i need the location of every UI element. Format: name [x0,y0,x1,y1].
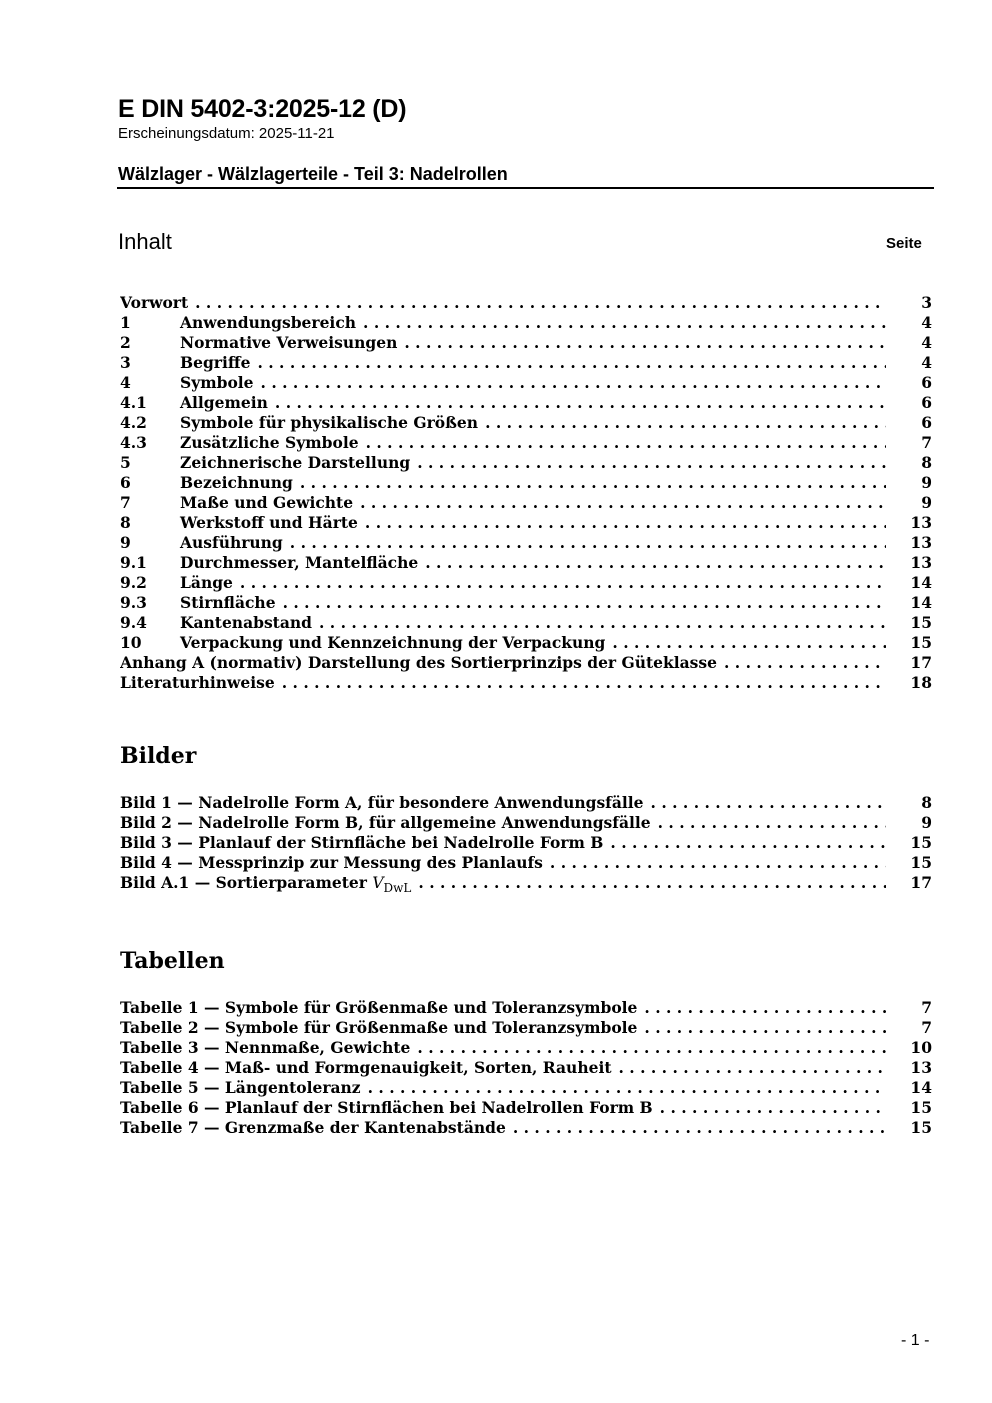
toc-entry-page: 6 [913,413,932,433]
document-title: Wälzlager - Wälzlagerteile - Teil 3: Nadelrollen [118,164,508,184]
table-entry-page: 13 [902,1058,932,1078]
toc-entry[interactable] [120,533,932,553]
toc-entry-text: Anhang A (normativ) Darstellung des Sortierprinzips der Güteklasse [120,653,717,672]
toc-entry-page: 3 [913,293,932,313]
toc-entry[interactable] [120,393,932,413]
figure-entry[interactable] [120,873,932,893]
toc-entry-page: 13 [902,533,932,553]
toc-entry[interactable] [120,573,932,593]
toc-entry-page: 6 [913,393,932,413]
table-entry[interactable] [120,1078,932,1098]
contents-list [120,293,932,693]
figure-entry-page: 9 [913,813,932,833]
toc-entry-text: Vorwort [120,293,189,312]
figure-entry[interactable] [120,793,932,813]
toc-entry[interactable] [120,553,932,573]
toc-entry-page: 9 [913,473,932,493]
table-entry[interactable] [120,998,932,1018]
figure-entry-text-wrap [120,873,412,895]
toc-entry-text: Durchmesser, Mantelfläche [180,553,419,572]
toc-entry-number: 3 [120,353,131,372]
toc-entry-page: 14 [902,573,932,593]
toc-entry[interactable] [120,333,932,353]
toc-entry-text: Stirnfläche [180,593,276,612]
toc-entry[interactable] [120,653,932,673]
table-entry-text: Tabelle 4 — Maß- und Formgenauigkeit, Sorten, Rauheit [120,1058,612,1077]
toc-entry-page: 15 [902,613,932,633]
table-entry-text: Tabelle 2 — Symbole für Größenmaße und Toleranzsymbole [120,1018,638,1037]
toc-entry-page: 6 [913,373,932,393]
toc-entry-text: Literaturhinweise [120,673,275,692]
toc-entry[interactable] [120,613,932,633]
toc-entry-number: 9.2 [120,573,147,592]
figure-entry-page: 17 [902,873,932,893]
figures-heading: Bilder [120,743,197,769]
toc-entry[interactable] [120,673,932,693]
figure-entry[interactable] [120,833,932,853]
table-entry-page: 10 [902,1038,932,1058]
figure-entry-text: Bild A.1 — Sortierparameter [120,873,373,892]
toc-entry-text: Anwendungsbereich [180,313,357,332]
table-entry-page: 14 [902,1078,932,1098]
table-entry-text: Tabelle 5 — Längentoleranz [120,1078,361,1097]
sorting-parameter-subscript: DwL [383,881,412,895]
toc-entry-page: 4 [913,313,932,333]
contents-heading: Inhalt [118,229,172,254]
toc-entry[interactable] [120,513,932,533]
toc-entry[interactable] [120,373,932,393]
toc-entry-number: 9.4 [120,613,147,632]
toc-entry-number: 2 [120,333,131,352]
toc-entry-page: 17 [902,653,932,673]
publication-date: Erscheinungsdatum: 2025-11-21 [118,125,335,142]
table-entry-text: Tabelle 6 — Planlauf der Stirnflächen bei Nadelrollen Form B [120,1098,653,1117]
toc-entry-page: 13 [902,553,932,573]
toc-entry-text: Begriffe [180,353,251,372]
toc-entry[interactable] [120,413,932,433]
toc-entry-page: 14 [902,593,932,613]
toc-entry-number: 9.1 [120,553,147,572]
figure-entry-page: 15 [902,833,932,853]
toc-entry-number: 9.3 [120,593,147,612]
figure-entry-text: Bild 2 — Nadelrolle Form B, für allgemeine Anwendungsfälle [120,813,651,832]
toc-entry-text: Maße und Gewichte [180,493,354,512]
toc-entry-page: 4 [913,353,932,373]
toc-entry-text: Verpackung und Kennzeichnung der Verpackung [180,633,606,652]
tables-list [120,998,932,1138]
toc-entry[interactable] [120,633,932,653]
figures-list [120,793,932,893]
document-id: E DIN 5402-3:2025-12 (D) [118,95,407,123]
table-entry-text: Tabelle 3 — Nennmaße, Gewichte [120,1038,411,1057]
table-entry-page: 15 [902,1118,932,1138]
toc-entry[interactable] [120,313,932,333]
sorting-parameter-symbol: V [372,874,384,892]
table-entry[interactable] [120,1058,932,1078]
toc-entry-text: Bezeichnung [180,473,293,492]
figure-entry[interactable] [120,853,932,873]
toc-entry-text: Zusätzliche Symbole [180,433,359,452]
toc-entry[interactable] [120,433,932,453]
toc-entry-page: 7 [913,433,932,453]
toc-entry[interactable] [120,493,932,513]
toc-entry-number: 5 [120,453,131,472]
toc-entry-text: Kantenabstand [180,613,312,632]
toc-entry[interactable] [120,473,932,493]
toc-entry-text: Symbole [180,373,254,392]
page-column-label: Seite [886,235,922,252]
toc-entry-number: 6 [120,473,131,492]
toc-entry-page: 15 [902,633,932,653]
toc-entry-number: 10 [120,633,142,652]
toc-entry-page: 8 [913,453,932,473]
figure-entry-page: 15 [902,853,932,873]
toc-entry-text: Normative Verweisungen [180,333,398,352]
figure-entry-page: 8 [913,793,932,813]
page-number: - 1 - [901,1332,930,1349]
toc-entry[interactable] [120,353,932,373]
title-rule [117,187,934,189]
toc-entry-number: 1 [120,313,131,332]
figure-entry-text: Bild 3 — Planlauf der Stirnfläche bei Nadelrolle Form B [120,833,604,852]
toc-entry-number: 4.1 [120,393,147,412]
toc-entry-number: 4.2 [120,413,147,432]
toc-entry-number: 9 [120,533,131,552]
table-entry[interactable] [120,1038,932,1058]
toc-entry-number: 4.3 [120,433,147,452]
toc-entry[interactable] [120,293,932,313]
table-entry-page: 7 [913,998,932,1018]
toc-entry-page: 13 [902,513,932,533]
toc-entry[interactable] [120,453,932,473]
toc-entry-number: 7 [120,493,131,512]
tables-heading: Tabellen [120,948,225,974]
table-entry-text: Tabelle 1 — Symbole für Größenmaße und Toleranzsymbole [120,998,638,1017]
table-entry[interactable] [120,1018,932,1038]
toc-entry-page: 9 [913,493,932,513]
toc-entry-page: 4 [913,333,932,353]
toc-entry-text: Ausführung [180,533,283,552]
figure-entry-text: Bild 1 — Nadelrolle Form A, für besondere Anwendungsfälle [120,793,644,812]
table-entry-page: 15 [902,1098,932,1118]
table-entry-text: Tabelle 7 — Grenzmaße der Kantenabstände [120,1118,506,1137]
toc-entry-text: Allgemein [180,393,268,412]
toc-entry-number: 8 [120,513,131,532]
toc-entry[interactable] [120,593,932,613]
figure-entry-text: Bild 4 — Messprinzip zur Messung des Planlaufs [120,853,543,872]
table-entry[interactable] [120,1118,932,1138]
table-entry[interactable] [120,1098,932,1118]
toc-entry-text: Symbole für physikalische Größen [180,413,479,432]
toc-entry-text: Länge [180,573,233,592]
figure-entry[interactable] [120,813,932,833]
toc-entry-number: 4 [120,373,131,392]
table-entry-page: 7 [913,1018,932,1038]
toc-entry-text: Zeichnerische Darstellung [180,453,411,472]
toc-entry-text: Werkstoff und Härte [180,513,358,532]
toc-entry-page: 18 [902,673,932,693]
